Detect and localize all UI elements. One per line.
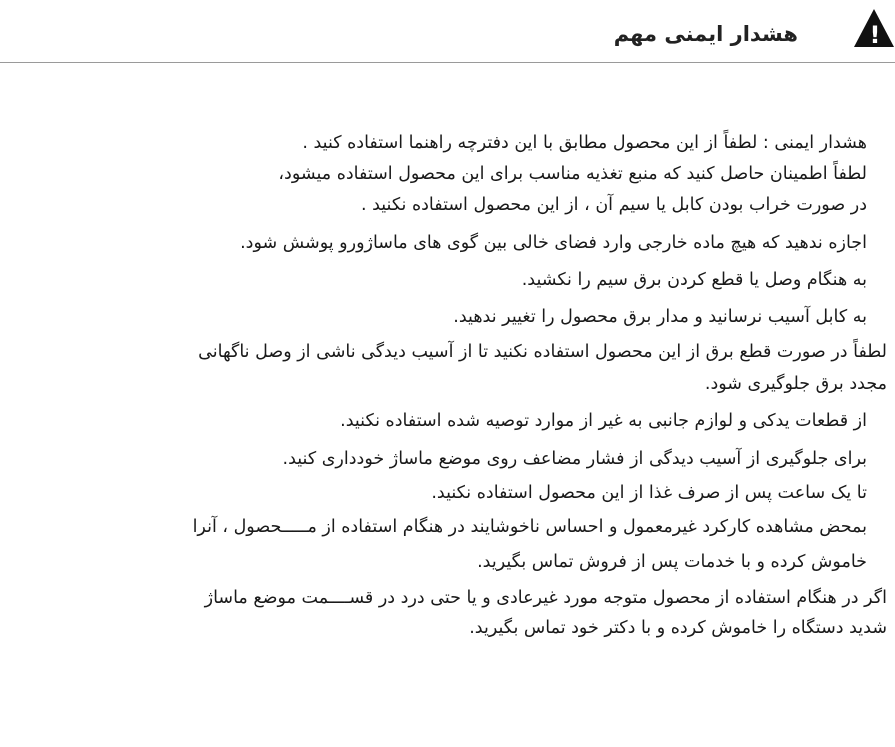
safety-line: تا یک ساعت پس از صرف غذا از این محصول استفاده نکنید. [431,483,867,503]
safety-line: لطفاً در صورت قطع برق از این محصول استفاده نکنید تا از آسیب دیدگی ناشی از وصل ناگهانی [198,342,887,362]
safety-line: اجازه ندهید که هیچ ماده خارجی وارد فضای خالی بین گوی های ماساژورو پوشش شود. [240,233,867,253]
safety-line: شدید دستگاه را خاموش کرده و با دکتر خود تماس بگیرید. [469,618,887,638]
safety-line: بمحض مشاهده کارکرد غیرمعمول و احساس ناخوشایند در هنگام استفاده از مـــــحصول ، آنرا [192,517,867,537]
safety-line: هشدار ایمنی : لطفاً از این محصول مطابق با این دفترچه راهنما استفاده کنید . [302,133,867,153]
safety-line: در صورت خراب بودن کابل یا سیم آن ، از این محصول استفاده نکنید . [360,195,867,215]
header-divider [0,62,895,63]
warning-header [0,0,895,64]
safety-line: برای جلوگیری از آسیب دیدگی از فشار مضاعف روی موضع ماساژ خودداری کنید. [282,449,867,469]
safety-line: لطفاً اطمینان حاصل کنید که منبع تغذیه مناسب برای این محصول استفاده میشود، [278,164,867,184]
safety-line: خاموش کرده و با خدمات پس از فروش تماس بگیرید. [477,552,867,572]
safety-line: مجدد برق جلوگیری شود. [704,374,887,394]
safety-line: اگر در هنگام استفاده از محصول متوجه مورد غیرعادی و یا حتی درد در قســــمت موضع ماساژ [204,588,887,608]
safety-line: از قطعات یدکی و لوازم جانبی به غیر از موارد توصیه شده استفاده نکنید. [340,411,867,431]
safety-line: به هنگام وصل یا قطع کردن برق سیم را نکشید. [521,270,867,290]
warning-glyph: ! [869,21,881,49]
safety-line: به کابل آسیب نرسانید و مدار برق محصول را تغییر ندهید. [453,307,867,327]
page-title: هشدار ایمنی مهم [613,22,798,46]
warning-triangle-icon [852,6,895,50]
